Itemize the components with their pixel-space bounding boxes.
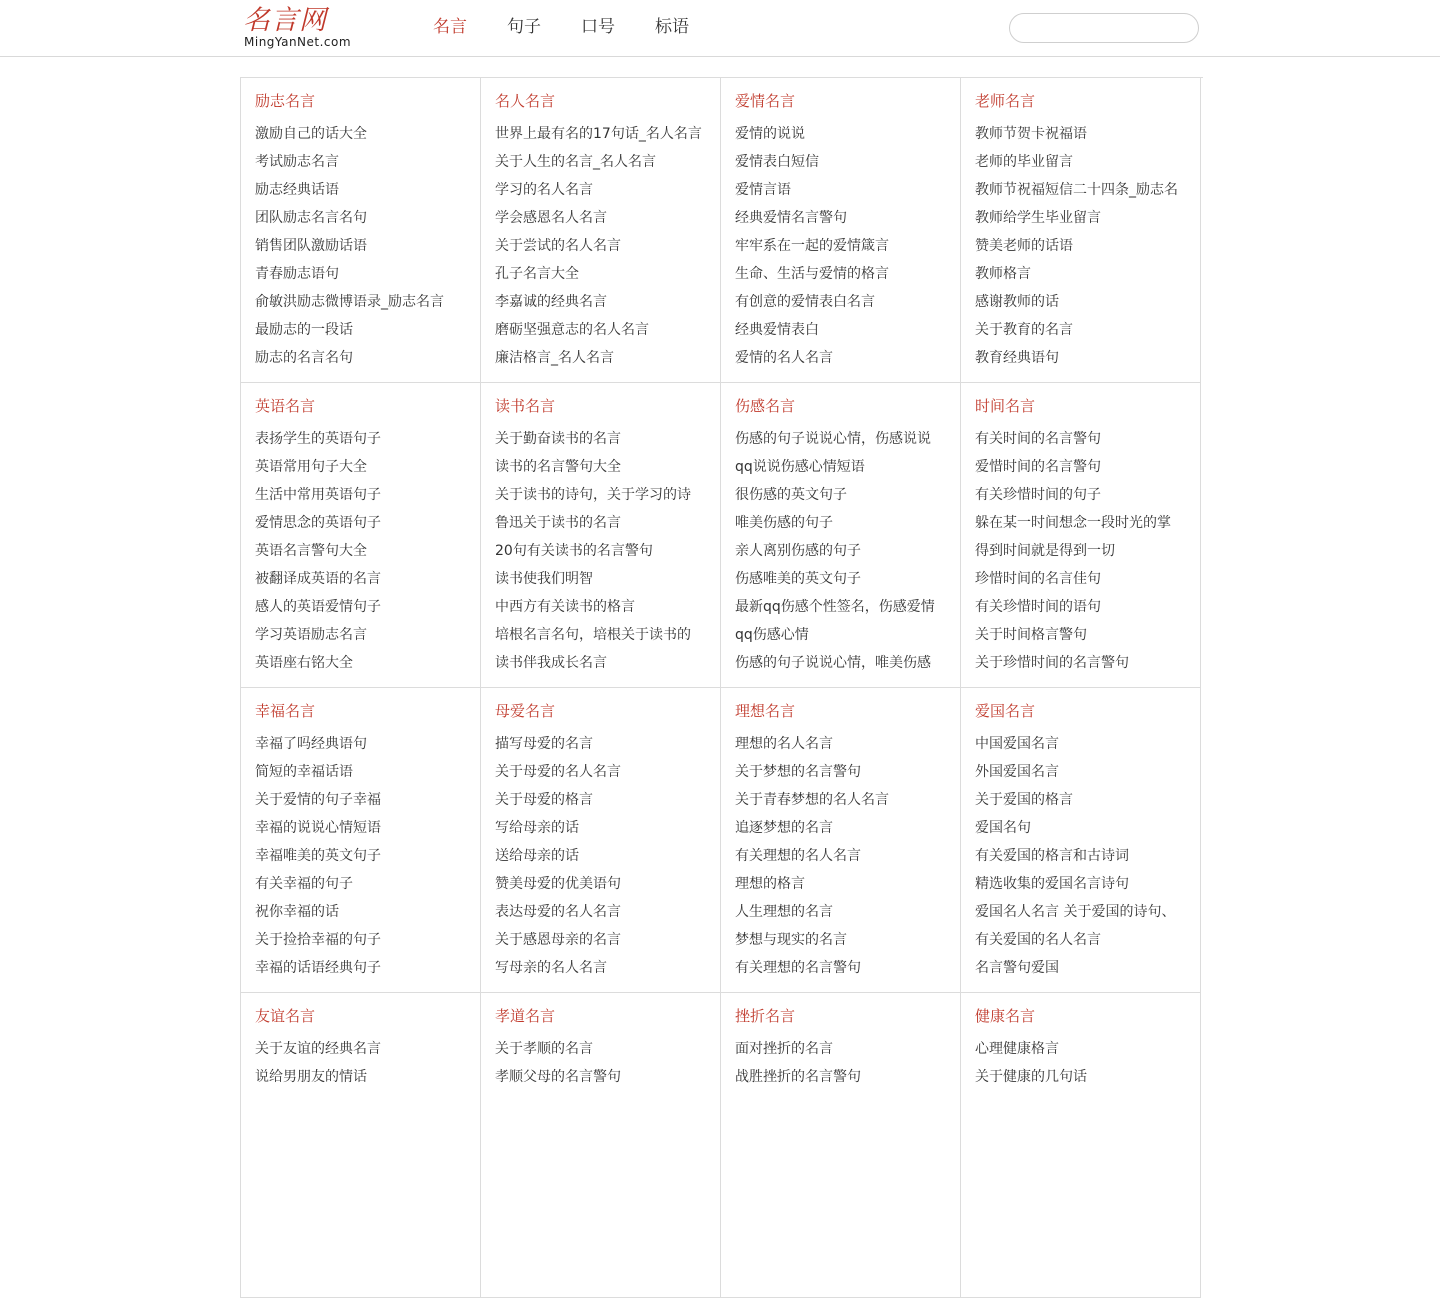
article-link[interactable]: 外国爱国名言 <box>975 764 1059 780</box>
category-link-list <box>255 424 480 676</box>
article-link[interactable]: 有关理想的名言警句 <box>735 960 861 976</box>
list-item <box>975 452 1200 480</box>
nav-item-biaoyu[interactable]: 标语 <box>655 17 689 37</box>
logo-english-text: MingYanNet.com <box>244 35 352 49</box>
article-link[interactable]: 励志的名言名句 <box>255 350 353 366</box>
list-item <box>735 287 960 315</box>
list-item <box>735 231 960 259</box>
article-link[interactable]: 经典爱情名言警句 <box>735 210 847 226</box>
article-link[interactable]: 送给母亲的话 <box>495 848 579 864</box>
list-item <box>255 564 480 592</box>
category-link-list <box>975 424 1200 676</box>
category-title-link[interactable]: 励志名言 <box>255 92 316 110</box>
search-input[interactable] <box>1009 13 1199 43</box>
article-link[interactable]: 教师节祝福短信二十四条_励志名 <box>975 182 1178 198</box>
article-link[interactable]: 关于人生的名言_名人名言 <box>495 154 656 170</box>
list-item <box>735 953 960 981</box>
list-item <box>735 925 960 953</box>
article-link[interactable]: 战胜挫折的名言警句 <box>735 1069 861 1085</box>
article-link[interactable]: 学会感恩名人名言 <box>495 210 607 226</box>
article-link[interactable]: 英语座右铭大全 <box>255 655 353 671</box>
list-item <box>495 147 720 175</box>
article-link[interactable]: 廉洁格言_名人名言 <box>495 350 614 366</box>
article-link[interactable]: 有关珍惜时间的语句 <box>975 599 1101 615</box>
article-link[interactable]: 爱国名句 <box>975 820 1031 836</box>
article-link[interactable]: 关于爱国的格言 <box>975 792 1073 808</box>
article-link[interactable]: 写母亲的名人名言 <box>495 960 607 976</box>
list-item <box>735 648 960 676</box>
category-block <box>721 993 961 1298</box>
category-block <box>481 993 721 1298</box>
list-item <box>975 119 1200 147</box>
list-item <box>735 620 960 648</box>
article-link[interactable]: 励志经典话语 <box>255 182 339 198</box>
nav-item-juzi[interactable]: 句子 <box>507 17 541 37</box>
site-logo[interactable] <box>243 6 363 50</box>
list-item <box>495 119 720 147</box>
list-item <box>735 259 960 287</box>
category-block <box>241 383 481 688</box>
list-item <box>735 119 960 147</box>
list-item <box>735 480 960 508</box>
category-title-link[interactable]: 伤感名言 <box>735 397 796 415</box>
list-item <box>255 536 480 564</box>
category-link-list <box>735 424 960 676</box>
article-link[interactable]: 关于读书的诗句，关于学习的诗 <box>495 487 691 503</box>
category-link-list <box>255 119 480 371</box>
article-link[interactable]: 躲在某一时间想念一段时光的掌 <box>975 515 1171 531</box>
article-link[interactable]: 爱情思念的英语句子 <box>255 515 381 531</box>
article-link[interactable]: 有关珍惜时间的句子 <box>975 487 1101 503</box>
article-link[interactable]: 伤感唯美的英文句子 <box>735 571 861 587</box>
article-link[interactable]: qq说说伤感心情短语 <box>735 459 865 475</box>
article-link[interactable]: 激励自己的话大全 <box>255 126 367 142</box>
list-item <box>495 925 720 953</box>
list-item <box>255 757 480 785</box>
article-link[interactable]: 爱惜时间的名言警句 <box>975 459 1101 475</box>
category-block <box>481 78 721 383</box>
list-item <box>495 452 720 480</box>
list-item <box>255 452 480 480</box>
list-item <box>735 508 960 536</box>
article-link[interactable]: 生命、生活与爱情的格言 <box>735 266 889 282</box>
list-item <box>975 592 1200 620</box>
list-item <box>735 175 960 203</box>
list-item <box>975 480 1200 508</box>
category-link-list <box>735 1034 960 1090</box>
article-link[interactable]: 心理健康格言 <box>975 1041 1059 1057</box>
article-link[interactable]: 幸福的话语经典句子 <box>255 960 381 976</box>
article-link[interactable]: 爱情言语 <box>735 182 791 198</box>
article-link[interactable]: 表达母爱的名人名言 <box>495 904 621 920</box>
list-item <box>735 592 960 620</box>
list-item <box>495 729 720 757</box>
list-item <box>255 203 480 231</box>
article-link[interactable]: 教师节贺卡祝福语 <box>975 126 1087 142</box>
article-link[interactable]: 学习英语励志名言 <box>255 627 367 643</box>
article-link[interactable]: 梦想与现实的名言 <box>735 932 847 948</box>
category-block <box>481 383 721 688</box>
list-item <box>255 147 480 175</box>
list-item <box>975 147 1200 175</box>
list-item <box>975 1034 1200 1062</box>
category-link-list <box>495 1034 720 1090</box>
category-title-link[interactable]: 时间名言 <box>975 397 1036 415</box>
category-link-list <box>975 119 1200 371</box>
list-item <box>975 508 1200 536</box>
article-link[interactable]: 生活中常用英语句子 <box>255 487 381 503</box>
article-link[interactable]: 爱国名人名言 关于爱国的诗句、 <box>975 904 1176 920</box>
list-item <box>495 648 720 676</box>
list-item <box>495 231 720 259</box>
list-item <box>975 231 1200 259</box>
article-link[interactable]: 最励志的一段话 <box>255 322 353 338</box>
article-link[interactable]: 理想的名人名言 <box>735 736 833 752</box>
list-item <box>975 729 1200 757</box>
article-link[interactable]: 珍惜时间的名言佳句 <box>975 571 1101 587</box>
article-link[interactable]: 英语名言警句大全 <box>255 543 367 559</box>
list-item <box>495 620 720 648</box>
list-item <box>495 1062 720 1090</box>
article-link[interactable]: 爱情表白短信 <box>735 154 819 170</box>
list-item <box>735 203 960 231</box>
category-title-link[interactable]: 幸福名言 <box>255 702 316 720</box>
article-link[interactable]: 关于母爱的格言 <box>495 792 593 808</box>
article-link[interactable]: 孝顺父母的名言警句 <box>495 1069 621 1085</box>
list-item <box>495 897 720 925</box>
article-link[interactable]: 读书伴我成长名言 <box>495 655 607 671</box>
article-link[interactable]: 精选收集的爱国名言诗句 <box>975 876 1129 892</box>
article-link[interactable]: 英语常用句子大全 <box>255 459 367 475</box>
article-link[interactable]: 孔子名言大全 <box>495 266 579 282</box>
list-item <box>735 564 960 592</box>
category-block <box>481 688 721 993</box>
article-link[interactable]: 销售团队激励话语 <box>255 238 367 254</box>
article-link[interactable]: 李嘉诚的经典名言 <box>495 294 607 310</box>
article-link[interactable]: 得到时间就是得到一切 <box>975 543 1115 559</box>
category-block <box>721 688 961 993</box>
category-block <box>721 78 961 383</box>
article-link[interactable]: 教师格言 <box>975 266 1031 282</box>
list-item <box>255 259 480 287</box>
article-link[interactable]: 关于珍惜时间的名言警句 <box>975 655 1129 671</box>
category-link-list <box>735 729 960 981</box>
list-item <box>255 1034 480 1062</box>
list-item <box>495 508 720 536</box>
article-link[interactable]: 有关爱国的格言和古诗词 <box>975 848 1129 864</box>
list-item <box>495 953 720 981</box>
article-link[interactable]: 中西方有关读书的格言 <box>495 599 635 615</box>
list-item <box>255 897 480 925</box>
list-item <box>735 315 960 343</box>
category-title-link[interactable]: 爱国名言 <box>975 702 1036 720</box>
list-item <box>255 841 480 869</box>
list-item <box>495 480 720 508</box>
category-block <box>961 993 1201 1298</box>
list-item <box>495 175 720 203</box>
list-item <box>255 175 480 203</box>
list-item <box>735 897 960 925</box>
category-link-list <box>975 729 1200 981</box>
list-item <box>975 315 1200 343</box>
list-item <box>255 620 480 648</box>
list-item <box>255 480 480 508</box>
category-title-link[interactable]: 健康名言 <box>975 1007 1036 1025</box>
list-item <box>975 648 1200 676</box>
article-link[interactable]: 教育经典语句 <box>975 350 1059 366</box>
list-item <box>735 729 960 757</box>
list-item <box>495 785 720 813</box>
list-item <box>975 203 1200 231</box>
article-link[interactable]: 关于青春梦想的名人名言 <box>735 792 889 808</box>
list-item <box>735 452 960 480</box>
list-item <box>495 813 720 841</box>
article-link[interactable]: 爱情的名人名言 <box>735 350 833 366</box>
category-block <box>961 688 1201 993</box>
list-item <box>255 508 480 536</box>
article-link[interactable]: 磨砺坚强意志的名人名言 <box>495 322 649 338</box>
list-item <box>975 1062 1200 1090</box>
category-block <box>241 78 481 383</box>
article-link[interactable]: 很伤感的英文句子 <box>735 487 847 503</box>
list-item <box>495 536 720 564</box>
list-item <box>255 869 480 897</box>
category-title-link[interactable]: 爱情名言 <box>735 92 796 110</box>
article-link[interactable]: 关于友谊的经典名言 <box>255 1041 381 1057</box>
list-item <box>975 343 1200 371</box>
site-header <box>0 0 1440 57</box>
main-nav <box>433 16 729 38</box>
article-link[interactable]: 中国爱国名言 <box>975 736 1059 752</box>
article-link[interactable]: 写给母亲的话 <box>495 820 579 836</box>
article-link[interactable]: 关于捡拾幸福的句子 <box>255 932 381 948</box>
article-link[interactable]: 赞美老师的话语 <box>975 238 1073 254</box>
article-link[interactable]: 关于教育的名言 <box>975 322 1073 338</box>
list-item <box>255 343 480 371</box>
list-item <box>735 813 960 841</box>
list-item <box>255 785 480 813</box>
article-link[interactable]: 关于梦想的名言警句 <box>735 764 861 780</box>
list-item <box>975 785 1200 813</box>
article-link[interactable]: 描写母爱的名言 <box>495 736 593 752</box>
list-item <box>255 729 480 757</box>
list-item <box>255 315 480 343</box>
nav-item-kouhao[interactable]: 口号 <box>581 17 615 37</box>
article-link[interactable]: 人生理想的名言 <box>735 904 833 920</box>
list-item <box>975 620 1200 648</box>
list-item <box>495 203 720 231</box>
category-block <box>241 993 481 1298</box>
category-link-list <box>735 119 960 371</box>
category-title-link[interactable]: 名人名言 <box>495 92 556 110</box>
article-link[interactable]: 感人的英语爱情句子 <box>255 599 381 615</box>
article-link[interactable]: 教师给学生毕业留言 <box>975 210 1101 226</box>
list-item <box>495 869 720 897</box>
article-link[interactable]: 说给男朋友的情话 <box>255 1069 367 1085</box>
article-link[interactable]: 关于勤奋读书的名言 <box>495 431 621 447</box>
list-item <box>975 925 1200 953</box>
category-title-link[interactable]: 挫折名言 <box>735 1007 796 1025</box>
category-link-list <box>495 119 720 371</box>
article-link[interactable]: 有关理想的名人名言 <box>735 848 861 864</box>
list-item <box>255 231 480 259</box>
list-item <box>495 315 720 343</box>
category-link-list <box>255 729 480 981</box>
list-item <box>495 287 720 315</box>
list-item <box>255 424 480 452</box>
list-item <box>255 953 480 981</box>
article-link[interactable]: 经典爱情表白 <box>735 322 819 338</box>
article-link[interactable]: 有关时间的名言警句 <box>975 431 1101 447</box>
article-link[interactable]: 理想的格言 <box>735 876 805 892</box>
list-item <box>975 897 1200 925</box>
category-link-list <box>495 729 720 981</box>
article-link[interactable]: 20句有关读书的名言警句 <box>495 543 653 559</box>
category-title-link[interactable]: 孝道名言 <box>495 1007 556 1025</box>
article-link[interactable]: 团队励志名言名句 <box>255 210 367 226</box>
article-link[interactable]: 关于健康的几句话 <box>975 1069 1087 1085</box>
article-link[interactable]: 考试励志名言 <box>255 154 339 170</box>
article-link[interactable]: 亲人离别伤感的句子 <box>735 543 861 559</box>
list-item <box>255 925 480 953</box>
logo-chinese-text: 名言网 <box>243 5 327 36</box>
list-item <box>495 592 720 620</box>
list-item <box>735 841 960 869</box>
list-item <box>255 592 480 620</box>
article-link[interactable]: 追逐梦想的名言 <box>735 820 833 836</box>
list-item <box>255 813 480 841</box>
article-link[interactable]: 幸福了吗经典语句 <box>255 736 367 752</box>
list-item <box>975 175 1200 203</box>
category-grid <box>240 77 1203 1298</box>
list-item <box>495 564 720 592</box>
article-link[interactable]: 俞敏洪励志微博语录_励志名言 <box>255 294 444 310</box>
list-item <box>495 1034 720 1062</box>
list-item <box>255 287 480 315</box>
list-item <box>975 813 1200 841</box>
article-link[interactable]: 关于孝顺的名言 <box>495 1041 593 1057</box>
category-title-link[interactable]: 读书名言 <box>495 397 556 415</box>
category-title-link[interactable]: 老师名言 <box>975 92 1036 110</box>
category-title-link[interactable]: 理想名言 <box>735 702 796 720</box>
category-block <box>961 383 1201 688</box>
article-link[interactable]: 关于爱情的句子幸福 <box>255 792 381 808</box>
list-item <box>735 1034 960 1062</box>
article-link[interactable]: 关于母爱的名人名言 <box>495 764 621 780</box>
article-link[interactable]: 唯美伤感的句子 <box>735 515 833 531</box>
list-item <box>975 757 1200 785</box>
category-block <box>241 688 481 993</box>
category-link-list <box>975 1034 1200 1090</box>
list-item <box>975 869 1200 897</box>
category-title-link[interactable]: 母爱名言 <box>495 702 556 720</box>
article-link[interactable]: 学习的名人名言 <box>495 182 593 198</box>
list-item <box>495 757 720 785</box>
article-link[interactable]: 面对挫折的名言 <box>735 1041 833 1057</box>
article-link[interactable]: 简短的幸福话语 <box>255 764 353 780</box>
list-item <box>735 536 960 564</box>
list-item <box>735 757 960 785</box>
category-link-list <box>495 424 720 676</box>
list-item <box>975 841 1200 869</box>
article-link[interactable]: 鲁迅关于读书的名言 <box>495 515 621 531</box>
article-link[interactable]: 有关爱国的名人名言 <box>975 932 1101 948</box>
list-item <box>735 343 960 371</box>
article-link[interactable]: 关于尝试的名人名言 <box>495 238 621 254</box>
article-link[interactable]: 读书使我们明智 <box>495 571 593 587</box>
list-item <box>735 1062 960 1090</box>
article-link[interactable]: 最新qq伤感个性签名，伤感爱情 <box>735 599 935 615</box>
article-link[interactable]: 世界上最有名的17句话_名人名言 <box>495 126 702 142</box>
category-block <box>721 383 961 688</box>
article-link[interactable]: 表扬学生的英语句子 <box>255 431 381 447</box>
list-item <box>975 424 1200 452</box>
list-item <box>735 424 960 452</box>
article-link[interactable]: 感谢教师的话 <box>975 294 1059 310</box>
list-item <box>735 147 960 175</box>
list-item <box>975 287 1200 315</box>
article-link[interactable]: 培根名言名句，培根关于读书的 <box>495 627 691 643</box>
article-link[interactable]: 有关幸福的句子 <box>255 876 353 892</box>
article-link[interactable]: 老师的毕业留言 <box>975 154 1073 170</box>
list-item <box>495 424 720 452</box>
article-link[interactable]: 爱情的说说 <box>735 126 805 142</box>
article-link[interactable]: 关于时间格言警句 <box>975 627 1087 643</box>
list-item <box>255 648 480 676</box>
article-link[interactable]: 伤感的句子说说心情，伤感说说 <box>735 431 931 447</box>
list-item <box>495 259 720 287</box>
article-link[interactable]: 被翻译成英语的名言 <box>255 571 381 587</box>
category-block <box>961 78 1201 383</box>
category-link-list <box>255 1034 480 1090</box>
article-link[interactable]: 读书的名言警句大全 <box>495 459 621 475</box>
list-item <box>975 564 1200 592</box>
article-link[interactable]: 青春励志语句 <box>255 266 339 282</box>
list-item <box>975 536 1200 564</box>
article-link[interactable]: 祝你幸福的话 <box>255 904 339 920</box>
list-item <box>495 841 720 869</box>
category-title-link[interactable]: 友谊名言 <box>255 1007 316 1025</box>
article-link[interactable]: qq伤感心情 <box>735 627 809 643</box>
list-item <box>975 953 1200 981</box>
article-link[interactable]: 关于感恩母亲的名言 <box>495 932 621 948</box>
list-item <box>735 785 960 813</box>
list-item <box>495 343 720 371</box>
list-item <box>735 869 960 897</box>
nav-item-mingyan[interactable]: 名言 <box>433 17 467 37</box>
article-link[interactable]: 名言警句爱国 <box>975 960 1059 976</box>
article-link[interactable]: 赞美母爱的优美语句 <box>495 876 621 892</box>
category-title-link[interactable]: 英语名言 <box>255 397 316 415</box>
article-link[interactable]: 幸福唯美的英文句子 <box>255 848 381 864</box>
list-item <box>255 1062 480 1090</box>
article-link[interactable]: 有创意的爱情表白名言 <box>735 294 875 310</box>
article-link[interactable]: 伤感的句子说说心情，唯美伤感 <box>735 655 931 671</box>
article-link[interactable]: 幸福的说说心情短语 <box>255 820 381 836</box>
list-item <box>255 119 480 147</box>
article-link[interactable]: 牢牢系在一起的爱情箴言 <box>735 238 889 254</box>
list-item <box>975 259 1200 287</box>
